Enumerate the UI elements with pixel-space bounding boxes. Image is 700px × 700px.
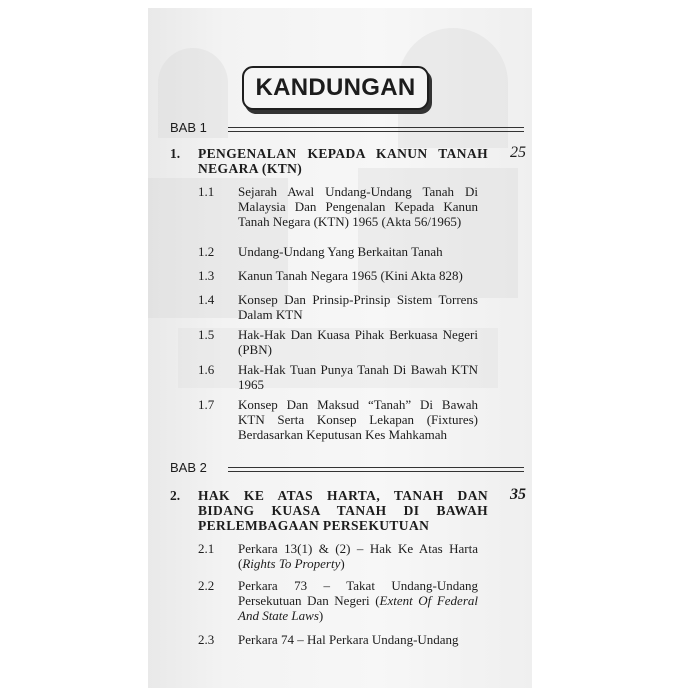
section-title-italic: Rights To Property (242, 556, 341, 571)
section-number: 1.4 (198, 292, 215, 307)
section-title: Hak-Hak Tuan Punya Tanah Di Bawah KTN 1965 (238, 362, 478, 392)
section-number: 1.7 (198, 397, 215, 412)
book-page (148, 8, 532, 688)
section-title-main: Perkara 13(1) & (2) – Hak Ke Atas Harta ( (238, 541, 478, 571)
section-title (238, 541, 478, 571)
chapter-title: PENGENALAN KEPADA KANUN TANAH NEGARA (KTN) (198, 146, 488, 176)
section-title-italic: Extent Of Federal And State Laws (238, 593, 478, 623)
section-number: 1.2 (198, 244, 215, 259)
section-number: 1.6 (198, 362, 215, 377)
chapter-page-number: 25 (510, 144, 526, 161)
chapter-number: 1. (170, 146, 181, 161)
section-title: Hak-Hak Dan Kuasa Pihak Berkuasa Negeri (PBN) (238, 327, 478, 357)
section-number: 2.2 (198, 578, 215, 593)
section-title: Kanun Tanah Negara 1965 (Kini Akta 828) (238, 268, 463, 283)
section-title: Undang-Undang Yang Berkaitan Tanah (238, 244, 443, 259)
section-title-end: ) (340, 556, 345, 571)
section-number: 2.1 (198, 541, 215, 556)
bab-divider-1 (228, 127, 524, 132)
bab-label-1: BAB 1 (170, 120, 207, 135)
section-title (238, 578, 478, 623)
chapter-title: HAK KE ATAS HARTA, TANAH DAN BIDANG KUASA TANAH DI BAWAH PERLEMBAGAAN PERSEKUTUAN (198, 488, 488, 533)
chapter-page-number: 35 (510, 486, 526, 503)
section-number: 1.5 (198, 327, 215, 342)
section-title: Perkara 74 – Hal Perkara Undang-Undang (238, 632, 459, 647)
section-title-main: Perkara 73 – Takat Undang-Undang Persekutuan Dan Negeri ( (238, 578, 478, 608)
section-title: Konsep Dan Prinsip-Prinsip Sistem Torrens Dalam KTN (238, 292, 478, 322)
bab-label-2: BAB 2 (170, 460, 207, 475)
chapter-number: 2. (170, 488, 181, 503)
section-number: 1.3 (198, 268, 215, 283)
bab-divider-2 (228, 467, 524, 472)
section-number: 2.3 (198, 632, 215, 647)
section-title: Konsep Dan Maksud “Tanah” Di Bawah KTN Serta Konsep Lekapan (Fixtures) Berdasarkan Keputusan Kes Mahkamah (238, 397, 478, 442)
page-title: KANDUNGAN (242, 66, 429, 110)
section-number: 1.1 (198, 184, 215, 199)
section-title: Sejarah Awal Undang-Undang Tanah Di Malaysia Dan Pengenalan Kepada Kanun Tanah Negara (KTN) 1965 (Akta 56/1965) (238, 184, 478, 229)
section-title-end: ) (318, 608, 324, 623)
